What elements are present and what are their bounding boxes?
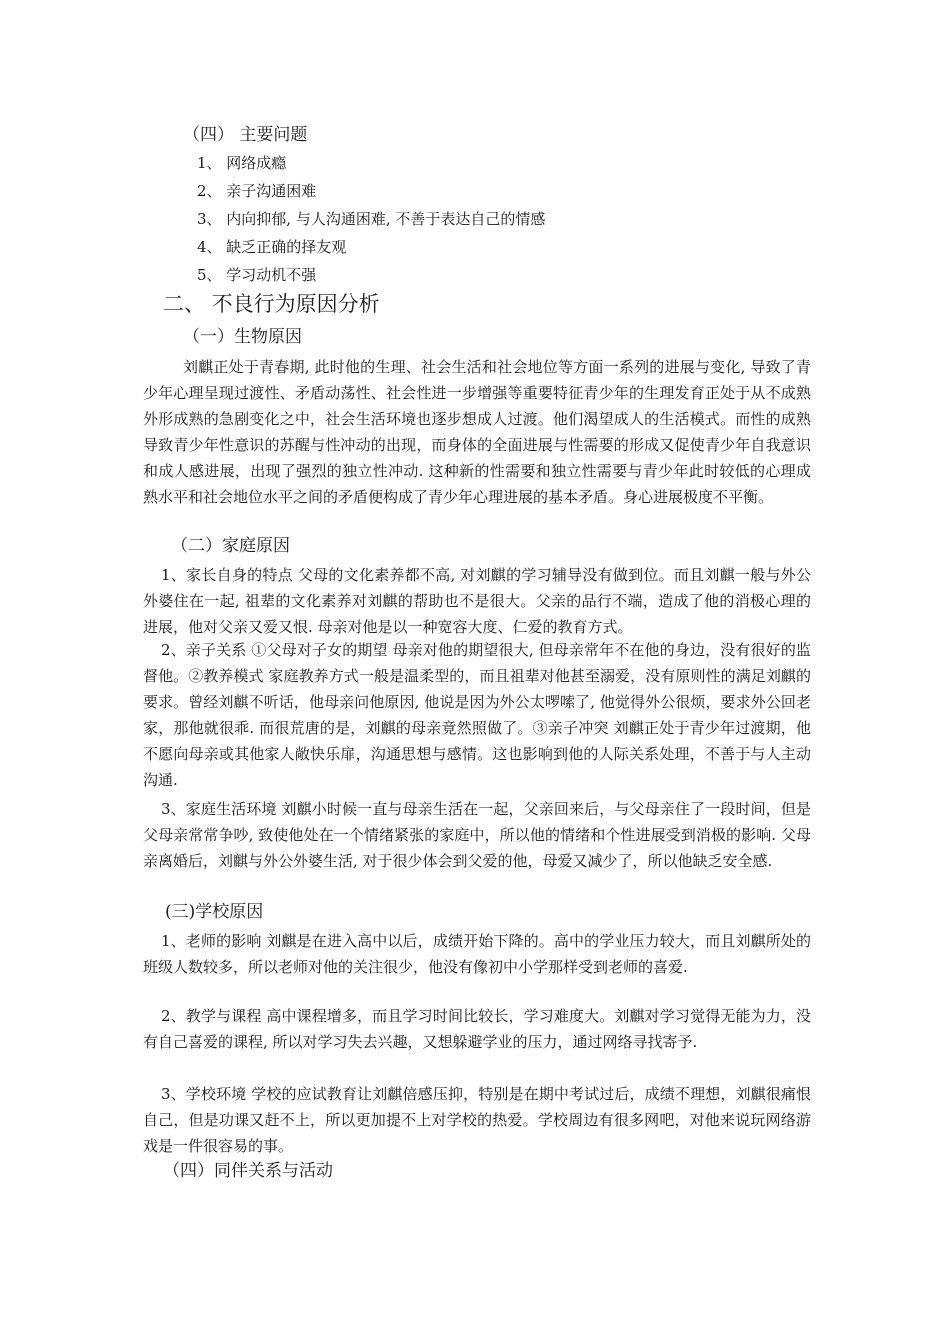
subsection-heading-family: （二）家庭原因 bbox=[171, 536, 290, 556]
subsection-heading-peers: （四）同伴关系与活动 bbox=[163, 1161, 333, 1181]
paragraph-family-parents-traits: 1、家长自身的特点 父母的文化素养都不高, 对刘麒的学习辅导没有做到位。而且刘麒一般与外公外婆住在一起, 祖辈的文化素养对刘麒的帮助也不是很大。父亲的品行不端，造成了他的消极心理的进展，他对父亲又爱又恨. 母亲对他是以一种宽容大度、仁爱的教育方式。 bbox=[143, 566, 811, 636]
subsection-heading-biological: （一）生物原因 bbox=[183, 327, 302, 347]
problem-item-2: 2、 亲子沟通困难 bbox=[197, 182, 317, 200]
paragraph-family-parent-child: 2、亲子关系 ①父母对子女的期望 母亲对他的期望很大, 但母亲常年不在他的身边，没有很好的监督他。②教养模式 家庭教养方式一般是温柔型的，而且祖辈对他甚至溺爱，没有原则性的满足刘麒的要求。曾经刘麒不听话，他母亲问他原因, 他说是因为外公太啰嗦了, 他觉得外公很烦，要求外公回老家，那他就很乖. 而很荒唐的是，刘麒的母亲竟然照做了。③亲子冲突 刘麒正处于青少年过渡期，他不愿向母亲或其他家人敞快乐扉，沟通思想与感情。这也影响到他的人际关系处理，不善于与人主动沟通. bbox=[143, 641, 811, 789]
paragraph-school-teacher: 1、老师的影响 刘麒是在进入高中以后，成绩开始下降的。高中的学业压力较大，而且刘麒所处的班级人数较多，所以老师对他的关注很少，他没有像初中小学那样受到老师的喜爱. bbox=[143, 932, 811, 976]
section-heading-main-problems: （四） 主要问题 bbox=[183, 125, 308, 145]
paragraph-biological-causes: 刘麒正处于青春期, 此时他的生理、社会生活和社会地位等方面一系列的进展与变化, 导致了青少年心理呈现过渡性、矛盾动荡性、社会性进一步增强等重要特征青少年的生理发育正处于从不成熟外形成熟的急剧变化之中，社会生活环境也逐步想成人过渡。他们渴望成人的生活模式。而性的成熟导致青少年性意识的苏醒与性冲动的出现，而身体的全面进展与性需要的形成又促使青少年自我意识和成人感进展，出现了强烈的独立性冲动. 这种新的性需要和独立性需要与青少年此时较低的心理成熟水平和社会地位水平之间的矛盾便构成了青少年心理进展的基本矛盾。身心进展极度不平衡。 bbox=[143, 358, 811, 506]
paragraph-family-environment: 3、家庭生活环境 刘麒小时候一直与母亲生活在一起，父亲回来后，与父母亲住了一段时间，但是父母亲常常争吵, 致使他处在一个情绪紧张的家庭中，所以他的情绪和个性进展受到消极的影响. 父母亲离婚后，刘麒与外公外婆生活, 对于很少体会到父爱的他，母爱又减少了，所以他缺乏安全感. bbox=[143, 800, 811, 870]
problem-item-4: 4、 缺乏正确的择友观 bbox=[197, 238, 347, 256]
subsection-heading-school: (三)学校原因 bbox=[165, 902, 264, 922]
part-heading-cause-analysis: 二、 不良行为原因分析 bbox=[163, 292, 380, 316]
paragraph-school-environment: 3、学校环境 学校的应试教育让刘麒倍感压抑，特别是在期中考试过后，成绩不理想，刘麒很痛恨自己，但是功课又赶不上，所以更加提不上对学校的热爱。学校周边有很多网吧，对他来说玩网络游戏是一件很容易的事。 bbox=[143, 1085, 811, 1155]
paragraph-school-curriculum: 2、教学与课程 高中课程增多，而且学习时间比较长，学习难度大。刘麒对学习觉得无能为力，没有自己喜爱的课程, 所以对学习失去兴趣，又想躲避学业的压力，通过网络寻找寄予. bbox=[143, 1007, 811, 1051]
problem-item-5: 5、 学习动机不强 bbox=[197, 266, 317, 284]
problem-item-3: 3、 内向抑郁, 与人沟通困难, 不善于表达自己的情感 bbox=[197, 210, 546, 228]
problem-item-1: 1、 网络成瘾 bbox=[197, 154, 287, 172]
